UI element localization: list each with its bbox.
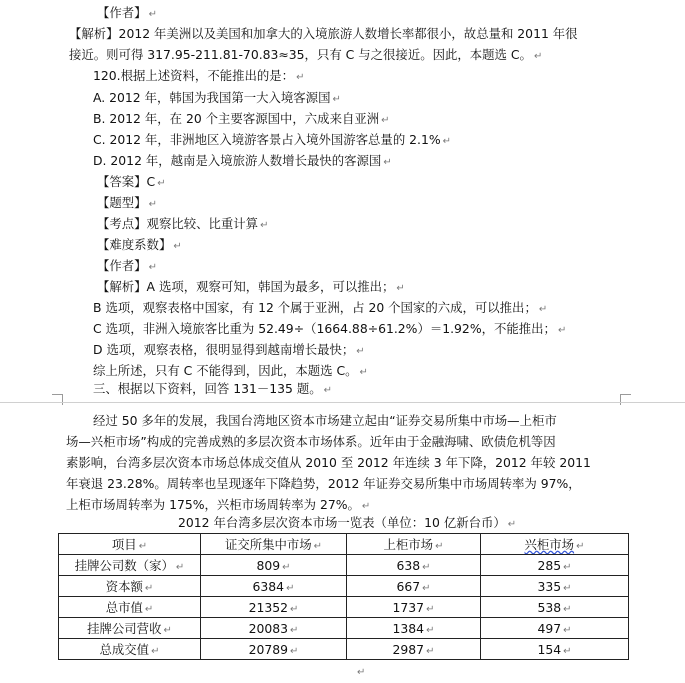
option-a: A. 2012 年，韩国为我国第一大入境客源国 ↵: [93, 90, 341, 105]
explain-prev-line-2: 接近。则可得 317.95-211.81-70.83≈35，只有 C 与之很接近。因此，本题选 C。 ↵: [69, 47, 543, 62]
header-otc: 上柜市场 ↵: [347, 534, 481, 555]
option-b: B. 2012 年，在 20 个主要客源国中，六成来自亚洲 ↵: [93, 111, 390, 126]
header-twse: 证交所集中市场 ↵: [201, 534, 347, 555]
explain-line-3: C 选项，非洲入境旅客比重为 52.49÷（1664.88÷61.2%）＝1.92%，不能推出； ↵: [93, 321, 567, 336]
passage-line-1: 经过 50 多年的发展，我国台湾地区资本市场建立起由“证券交易所集中市场—上柜市: [93, 413, 557, 428]
header-item: 项目 ↵: [59, 534, 201, 555]
row-label: 挂牌公司数（家） ↵: [59, 555, 201, 576]
option-d: D. 2012 年，越南是入境旅游人数增长最快的客源国 ↵: [93, 153, 392, 168]
cell-value: 20083 ↵: [201, 618, 347, 639]
cell-value: 2987 ↵: [347, 639, 481, 660]
type-label: 【题型】 ↵: [97, 195, 157, 210]
table-row: [59, 618, 629, 639]
cell-value: 667 ↵: [347, 576, 481, 597]
section-3-header: 三、根据以下资料，回答 131－135 题。 ↵: [93, 381, 333, 396]
passage-line-3: 素影响，台湾多层次资本市场总体成交值从 2010 至 2012 年连续 3 年下降，2012 年较 2011: [66, 455, 591, 470]
explain-line-1: 【解析】A 选项，观察可知，韩国为最多，可以推出； ↵: [97, 279, 405, 294]
table-row: [59, 639, 629, 660]
cell-value: 285 ↵: [481, 555, 629, 576]
row-label: 总成交值 ↵: [59, 639, 201, 660]
cell-value: 638 ↵: [347, 555, 481, 576]
cell-value: 154 ↵: [481, 639, 629, 660]
cell-value: 6384 ↵: [201, 576, 347, 597]
row-label: 挂牌公司营收 ↵: [59, 618, 201, 639]
table-row: [59, 576, 629, 597]
row-label: 总市值 ↵: [59, 597, 201, 618]
explain-line-5: 综上所述，只有 C 不能得到，因此，本题选 C。 ↵: [93, 363, 368, 378]
end-paragraph-mark: ↵: [357, 667, 366, 678]
cell-value: 538 ↵: [481, 597, 629, 618]
explain-prev-line-1: 【解析】2012 年美洲以及美国和加拿大的入境旅游人数增长率都很小，故总量和 2011 年很: [69, 26, 578, 41]
passage-line-4: 年衰退 23.28%。周转率也呈现逐年下降趋势，2012 年证券交易所集中市场周转率为 97%，: [66, 476, 581, 491]
cell-value: 497 ↵: [481, 618, 629, 639]
cell-value: 1384 ↵: [347, 618, 481, 639]
page-corner-mark-left: [52, 394, 63, 405]
explain-line-2: B 选项，观察表格中国家，有 12 个属于亚洲，占 20 个国家的六成，可以推出； ↵: [93, 300, 548, 315]
author-label: 【作者】 ↵: [97, 258, 157, 273]
cell-value: 20789 ↵: [201, 639, 347, 660]
cell-value: 21352 ↵: [201, 597, 347, 618]
cell-value: 335 ↵: [481, 576, 629, 597]
author-label-prev: 【作者】 ↵: [97, 5, 157, 20]
market-table: [58, 533, 629, 660]
passage-line-2: 场—兴柜市场”构成的完善成熟的多层次资本市场体系。近年由于金融海啸、欧债危机等因: [66, 434, 556, 449]
page-corner-mark-right: [620, 394, 631, 405]
row-label: 资本额 ↵: [59, 576, 201, 597]
question-120: 120.根据上述资料，不能推出的是： ↵: [93, 68, 305, 83]
answer-label: 【答案】C ↵: [97, 174, 166, 189]
table-header-row: [59, 534, 629, 555]
difficulty-label: 【难度系数】 ↵: [97, 237, 182, 252]
table-caption: 2012 年台湾多层次资本市场一览表（单位：10 亿新台币） ↵: [178, 515, 517, 530]
header-emerging: 兴柜市场 ↵: [481, 534, 629, 555]
kaodian-label: 【考点】观察比较、比重计算 ↵: [97, 216, 269, 231]
option-c: C. 2012 年，非洲地区入境游客景占入境外国游客总量的 2.1% ↵: [93, 132, 452, 147]
table-row: [59, 597, 629, 618]
explain-line-4: D 选项，观察表格，很明显得到越南增长最快； ↵: [93, 342, 365, 357]
passage-line-5: 上柜市场周转率为 175%，兴柜市场周转率为 27%。 ↵: [66, 497, 371, 512]
cell-value: 809 ↵: [201, 555, 347, 576]
cell-value: 1737 ↵: [347, 597, 481, 618]
page-break: [0, 402, 685, 403]
table-row: [59, 555, 629, 576]
